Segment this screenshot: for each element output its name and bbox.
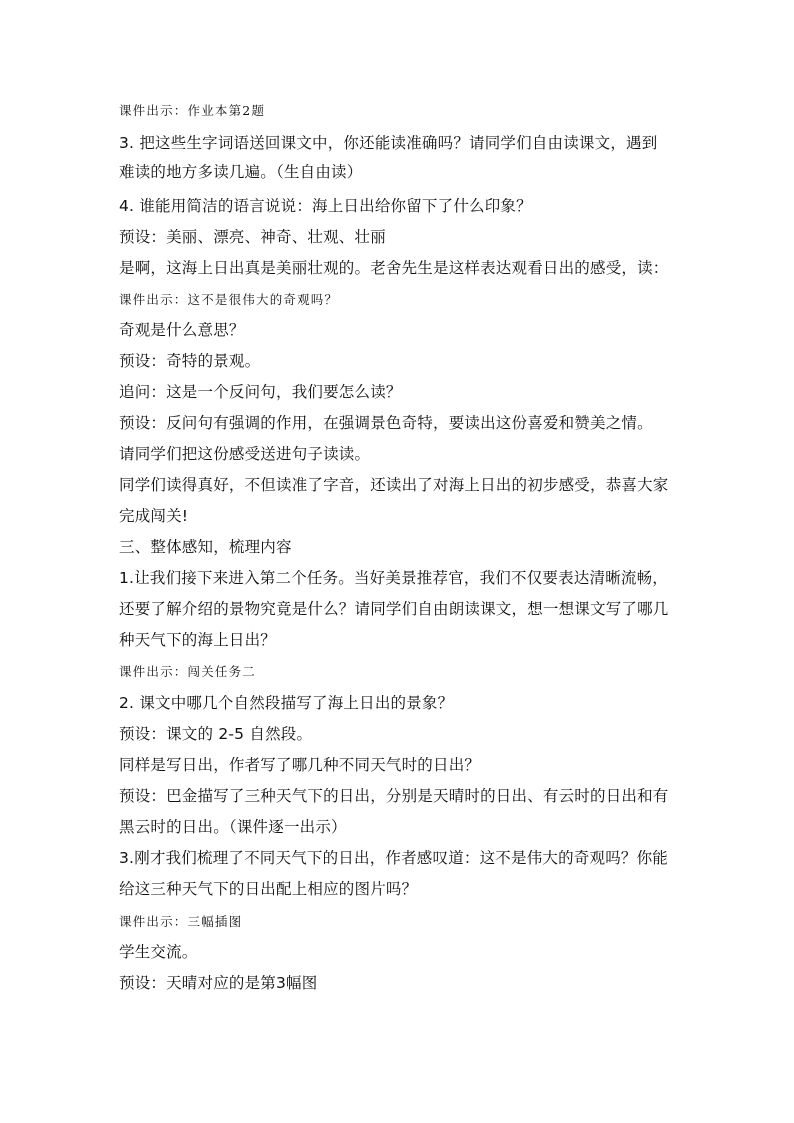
courseware-note: 课件出示：三幅插图 xyxy=(119,914,243,929)
paragraph-line: 3.刚才我们梳理了不同天气下的日出，作者感叹道：这不是伟大的奇观吗？你能 xyxy=(119,849,668,867)
paragraph-line: 预设：美丽、漂亮、神奇、壮观、壮丽 xyxy=(119,228,386,246)
paragraph-line: 4. 谁能用简洁的语言说说：海上日出给你留下了什么印象？ xyxy=(119,197,532,215)
paragraph-line: 学生交流。 xyxy=(119,943,198,961)
paragraph-line: 给这三种天气下的日出配上相应的图片吗？ xyxy=(119,880,418,898)
paragraph-line: 预设：反问句有强调的作用，在强调景色奇特，要读出这份喜爱和赞美之情。 xyxy=(119,414,653,432)
courseware-note: 课件出示：作业本第2题 xyxy=(119,103,266,118)
paragraph-line: 预设：奇特的景观。 xyxy=(119,352,261,370)
paragraph-line: 难读的地方多读几遍。（生自由读） xyxy=(119,163,363,181)
paragraph-line: 预设：巴金描写了三种天气下的日出，分别是天晴时的日出、有云时的日出和有 xyxy=(119,787,669,805)
paragraph-line: 种天气下的海上日出？ xyxy=(119,631,277,649)
paragraph-line: 还要了解介绍的景物究竟是什么？请同学们自由朗读课文，想一想课文写了哪几 xyxy=(119,600,669,618)
paragraph-line: 完成闯关! xyxy=(119,507,189,525)
paragraph-line: 预设：天晴对应的是第3幅图 xyxy=(119,974,318,992)
section-heading: 三、整体感知，梳理内容 xyxy=(119,538,292,556)
paragraph-line: 奇观是什么意思？ xyxy=(119,321,245,339)
paragraph-line: 同学们读得真好，不但读准了字音，还读出了对海上日出的初步感受，恭喜大家 xyxy=(119,476,669,494)
paragraph-line: 3. 把这些生字词语送回课文中，你还能读准确吗？请同学们自由读课文，遇到 xyxy=(119,134,658,152)
paragraph-line: 请同学们把这份感受送进句子读读。 xyxy=(119,445,371,463)
paragraph-line: 追问：这是一个反问句，我们要怎么读？ xyxy=(119,383,402,401)
paragraph-line: 2. 课文中哪几个自然段描写了海上日出的景象？ xyxy=(119,694,454,712)
paragraph-line: 黑云时的日出。（课件逐一出示） xyxy=(119,818,347,836)
paragraph-line: 1.让我们接下来进入第二个任务。当好美景推荐官，我们不仅要表达清晰流畅， xyxy=(119,569,668,587)
courseware-note: 课件出示：这不是很伟大的奇观吗？ xyxy=(119,292,339,307)
courseware-note: 课件出示：闯关任务二 xyxy=(119,664,257,679)
paragraph-line: 同样是写日出，作者写了哪几种不同天气时的日出？ xyxy=(119,756,481,774)
paragraph-line: 预设：课文的 2-5 自然段。 xyxy=(119,725,313,743)
paragraph-line: 是啊，这海上日出真是美丽壮观的。老舍先生是这样表达观看日出的感受，读： xyxy=(119,259,669,277)
